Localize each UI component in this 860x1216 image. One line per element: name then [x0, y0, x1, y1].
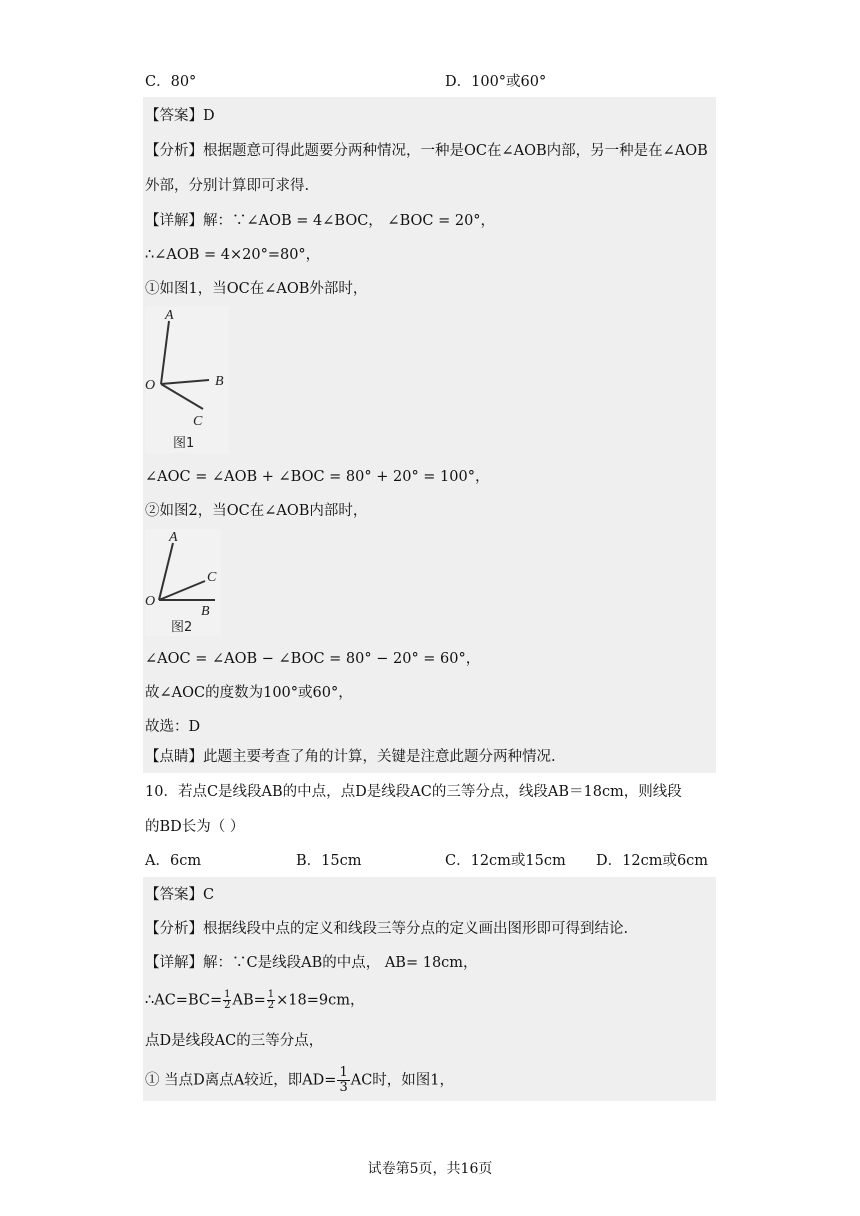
fraction-half-1 [223, 990, 231, 1011]
q9-comment: 【点睛】此题主要考查了角的计算，关键是注意此题分两种情况. [145, 749, 556, 765]
fig2-label-o: O [145, 594, 156, 609]
q10-stem-line2: 的BD长为（ ） [145, 819, 245, 835]
ray-oa [159, 543, 173, 600]
q9-detail-line1: 【详解】解：∵∠AOB = 4∠BOC， ∠BOC = 20°， [145, 213, 496, 229]
ray-oc [161, 384, 203, 409]
q10-option-d: D．12cm或6cm [596, 853, 709, 869]
option-d-prev: D．100°或60° [445, 74, 547, 90]
page-footer: 试卷第5页，共16页 [367, 1161, 493, 1177]
q9-answer: 【答案】D [145, 108, 215, 124]
q10-detail4-suffix: AC时，如图1， [350, 1072, 455, 1089]
ray-oa [161, 321, 169, 384]
q10-option-c: C．12cm或15cm [445, 853, 566, 869]
fraction-third [337, 1066, 349, 1095]
figure-2-diagram [145, 529, 221, 636]
q9-calc1: ∠AOC = ∠AOB + ∠BOC = 80° + 20° = 100°， [145, 469, 490, 485]
q9-conclusion: 故∠AOC的度数为100°或60°， [145, 685, 353, 701]
fraction-numerator: 1 [339, 1065, 348, 1080]
fig2-label-a: A [169, 530, 178, 545]
fig1-label-a: A [165, 308, 174, 323]
q9-choice: 故选：D [145, 719, 201, 735]
q10-option-b: B．15cm [296, 853, 362, 869]
fraction-denominator: 2 [267, 1000, 275, 1011]
q9-analysis-line2: 外部，分别计算即可求得. [145, 178, 310, 194]
q10-detail-line3: 点D是线段AC的三等分点， [145, 1033, 324, 1049]
figure-1 [145, 307, 229, 453]
q10-detail2-prefix: ∴AC=BC= [145, 992, 223, 1009]
fig1-label-c: C [193, 414, 203, 429]
q9-case2: ②如图2，当OC在∠AOB内部时， [145, 503, 368, 519]
q9-calc2: ∠AOC = ∠AOB − ∠BOC = 80° − 20° = 60°， [145, 651, 481, 667]
q10-stem-line1: 10．若点C是线段AB的中点，点D是线段AC的三等分点，线段AB＝18cm，则线段 [145, 784, 682, 800]
fig2-label-b: B [201, 604, 210, 619]
q9-analysis-line1: 【分析】根据题意可得此题要分两种情况，一种是OC在∠AOB内部，另一种是在∠AOB [145, 143, 708, 159]
q10-answer: 【答案】C [145, 887, 215, 903]
q10-detail-line4 [145, 1066, 454, 1095]
fraction-denominator: 3 [339, 1080, 348, 1095]
q9-case1: ①如图1，当OC在∠AOB外部时， [145, 281, 368, 297]
q10-detail2-mid2: ×18=9cm， [276, 992, 365, 1009]
q10-detail-line1: 【详解】解：∵C是线段AB的中点， AB= 18cm， [145, 955, 478, 971]
fig1-label-o: O [145, 378, 156, 393]
q9-detail-line2: ∴∠AOB = 4×20°=80°， [145, 247, 321, 263]
fig2-label-c: C [207, 570, 217, 585]
q10-detail4-prefix: ① 当点D离点A较近，即AD= [145, 1072, 337, 1089]
fig2-caption: 图2 [171, 620, 193, 635]
ray-ob [161, 380, 209, 384]
q10-detail2-mid1: AB= [232, 992, 266, 1009]
fraction-numerator: 1 [224, 989, 231, 1000]
fraction-half-2 [267, 990, 275, 1011]
ray-oc [159, 581, 205, 600]
fig1-label-b: B [215, 374, 224, 389]
q10-analysis: 【分析】根据线段中点的定义和线段三等分点的定义画出图形即可得到结论. [145, 921, 629, 937]
fraction-denominator: 2 [224, 1000, 231, 1011]
option-c-prev: C．80° [145, 74, 197, 90]
figure-1-diagram [145, 307, 229, 453]
q10-detail-line2 [145, 990, 365, 1011]
fraction-numerator: 1 [267, 989, 275, 1000]
fig1-caption: 图1 [173, 436, 195, 451]
figure-2 [145, 529, 221, 636]
q10-option-a: A．6cm [145, 853, 202, 869]
